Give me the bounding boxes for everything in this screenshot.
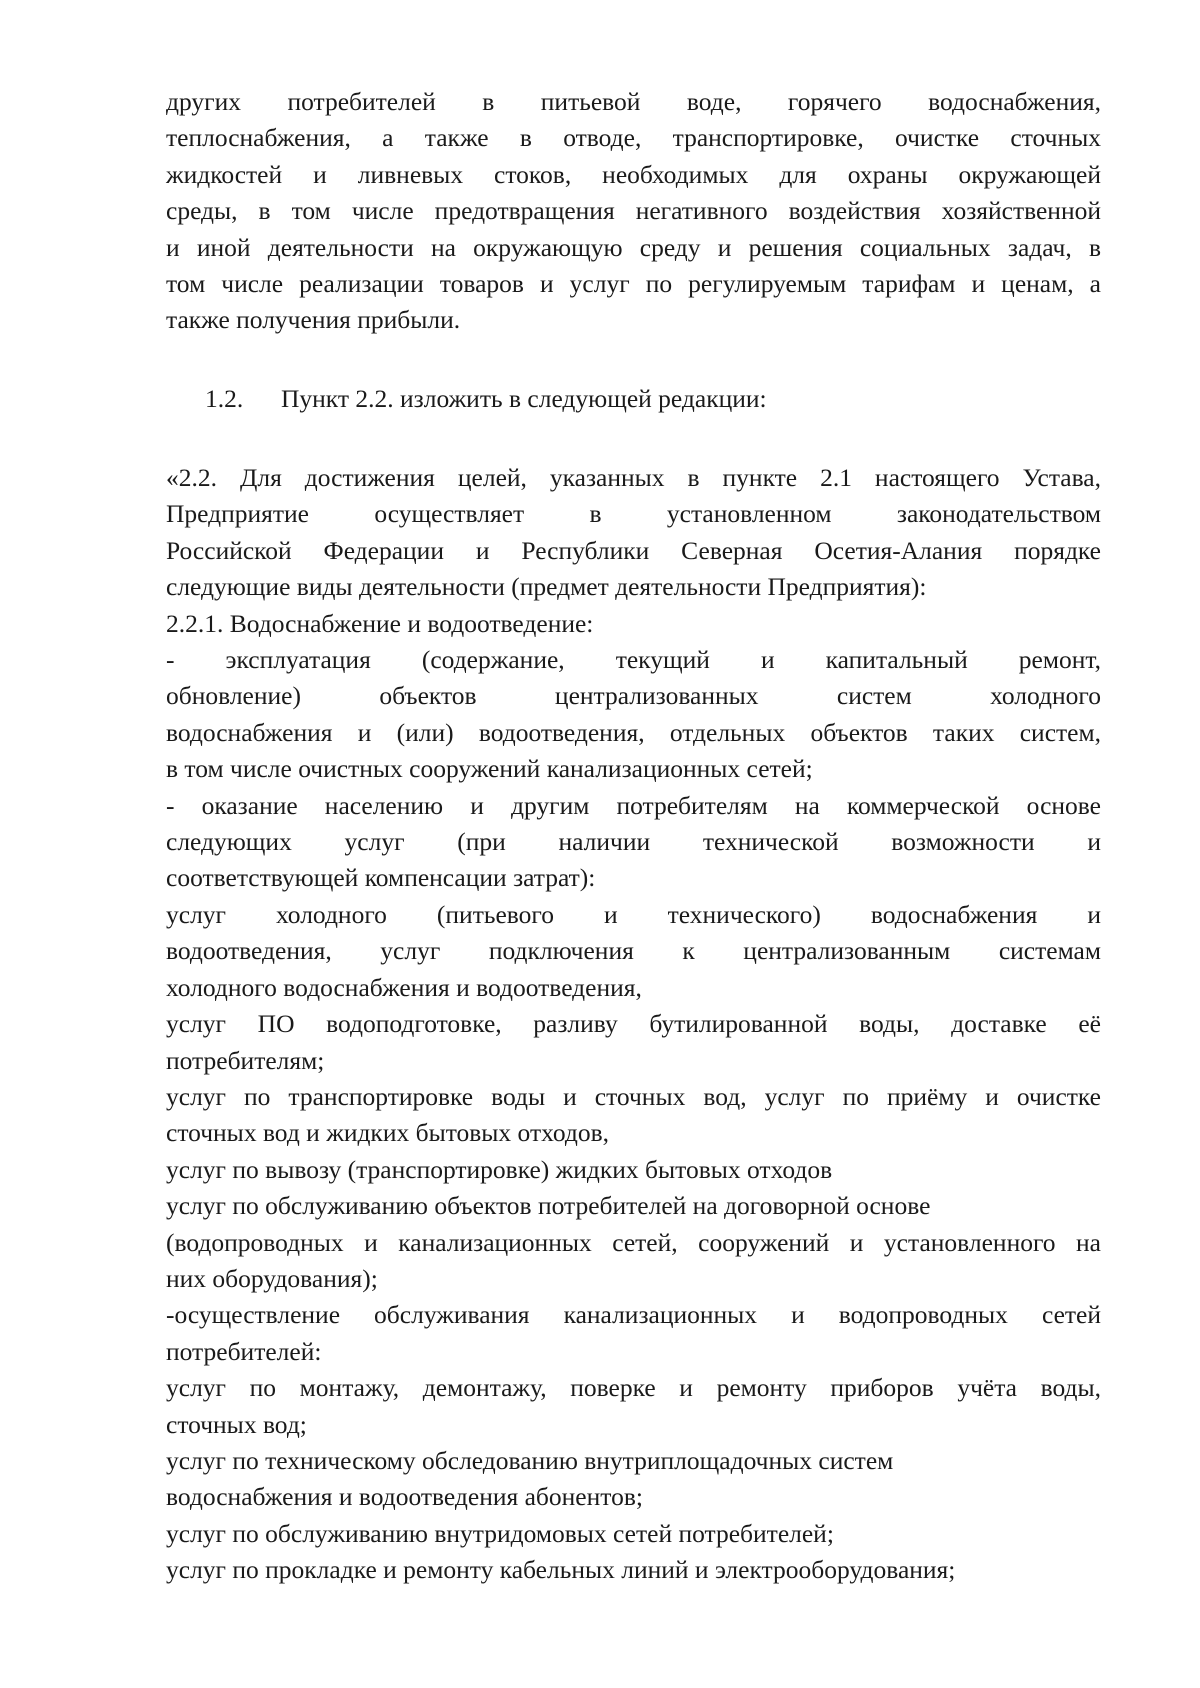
body-line-17: потребителям; <box>166 1045 325 1075</box>
body-line-14: водоотведения, услуг подключения к централизованным системам <box>166 936 1101 966</box>
body-line-22: (водопроводных и канализационных сетей, сооружений и установленного на <box>166 1227 1101 1257</box>
body-line-21: услуг по обслуживанию объектов потребителей на договорной основе <box>166 1191 931 1221</box>
body-line-11: следующих услуг (при наличии технической возможности и <box>166 827 1101 857</box>
intro-line-3: жидкостей и ливневых стоков, необходимых для охраны окружающей <box>166 159 1101 189</box>
body-line-2: Предприятие осуществляет в установленном законодательством <box>166 499 1101 529</box>
body-line-9: в том числе очистных сооружений канализационных сетей; <box>166 754 813 784</box>
item-1-2-text: Пункт 2.2. изложить в следующей редакции: <box>281 384 767 413</box>
body-line-5: 2.2.1. Водоснабжение и водоотведение: <box>166 608 594 638</box>
body-line-3: Российской Федерации и Республики Северная Осетия-Алания порядке <box>166 535 1101 565</box>
body-line-13: услуг холодного (питьевого и технического) водоснабжения и <box>166 899 1101 929</box>
item-1-2-number: 1.2. <box>205 384 244 413</box>
intro-paragraph <box>166 84 1101 339</box>
body-line-4: следующие виды деятельности (предмет деятельности Предприятия): <box>166 572 927 602</box>
body-line-6: - эксплуатация (содержание, текущий и капитальный ремонт, <box>166 645 1101 675</box>
item-1-2-heading <box>205 384 767 414</box>
body-line-18: услуг по транспортировке воды и сточных вод, услуг по приёму и очистке <box>166 1081 1101 1111</box>
intro-line-5: и иной деятельности на окружающую среду и решения социальных задач, в <box>166 232 1101 262</box>
intro-line-1: других потребителей в питьевой воде, горячего водоснабжения, <box>166 87 1101 116</box>
body-line-27: сточных вод; <box>166 1409 307 1439</box>
intro-line-2: теплоснабжения, а также в отводе, транспортировке, очистке сточных <box>166 123 1101 153</box>
section-2-2-body <box>166 460 1101 1589</box>
body-line-1: «2.2. Для достижения целей, указанных в пункте 2.1 настоящего Устава, <box>166 463 1101 492</box>
body-line-8: водоснабжения и (или) водоотведения, отдельных объектов таких систем, <box>166 717 1101 747</box>
body-line-12: соответствующей компенсации затрат): <box>166 863 596 893</box>
body-line-19: сточных вод и жидких бытовых отходов, <box>166 1118 610 1148</box>
body-line-29: водоснабжения и водоотведения абонентов; <box>166 1482 643 1512</box>
body-line-20: услуг по вывозу (транспортировке) жидких бытовых отходов <box>166 1154 833 1184</box>
body-line-24: -осуществление обслуживания канализационных и водопроводных сетей <box>166 1300 1101 1330</box>
intro-line-4: среды, в том числе предотвращения негативного воздействия хозяйственной <box>166 196 1101 226</box>
body-line-16: услуг ПО водоподготовке, разливу бутилированной воды, доставке её <box>166 1009 1101 1039</box>
body-line-7: обновление) объектов централизованных систем холодного <box>166 681 1101 711</box>
body-line-30: услуг по обслуживанию внутридомовых сетей потребителей; <box>166 1518 834 1548</box>
body-line-26: услуг по монтажу, демонтажу, поверке и ремонту приборов учёта воды, <box>166 1373 1101 1403</box>
body-line-31: услуг по прокладке и ремонту кабельных линий и электрооборудования; <box>166 1555 956 1585</box>
body-line-25: потребителей: <box>166 1336 322 1366</box>
intro-line-6: том числе реализации товаров и услуг по регулируемым тарифам и ценам, а <box>166 269 1101 299</box>
intro-line-7: также получения прибыли. <box>166 305 461 335</box>
body-line-10: - оказание населению и другим потребителям на коммерческой основе <box>166 790 1101 820</box>
body-line-15: холодного водоснабжения и водоотведения, <box>166 972 642 1002</box>
body-line-23: них оборудования); <box>166 1263 378 1293</box>
body-line-28: услуг по техническому обследованию внутриплощадочных систем <box>166 1445 894 1475</box>
